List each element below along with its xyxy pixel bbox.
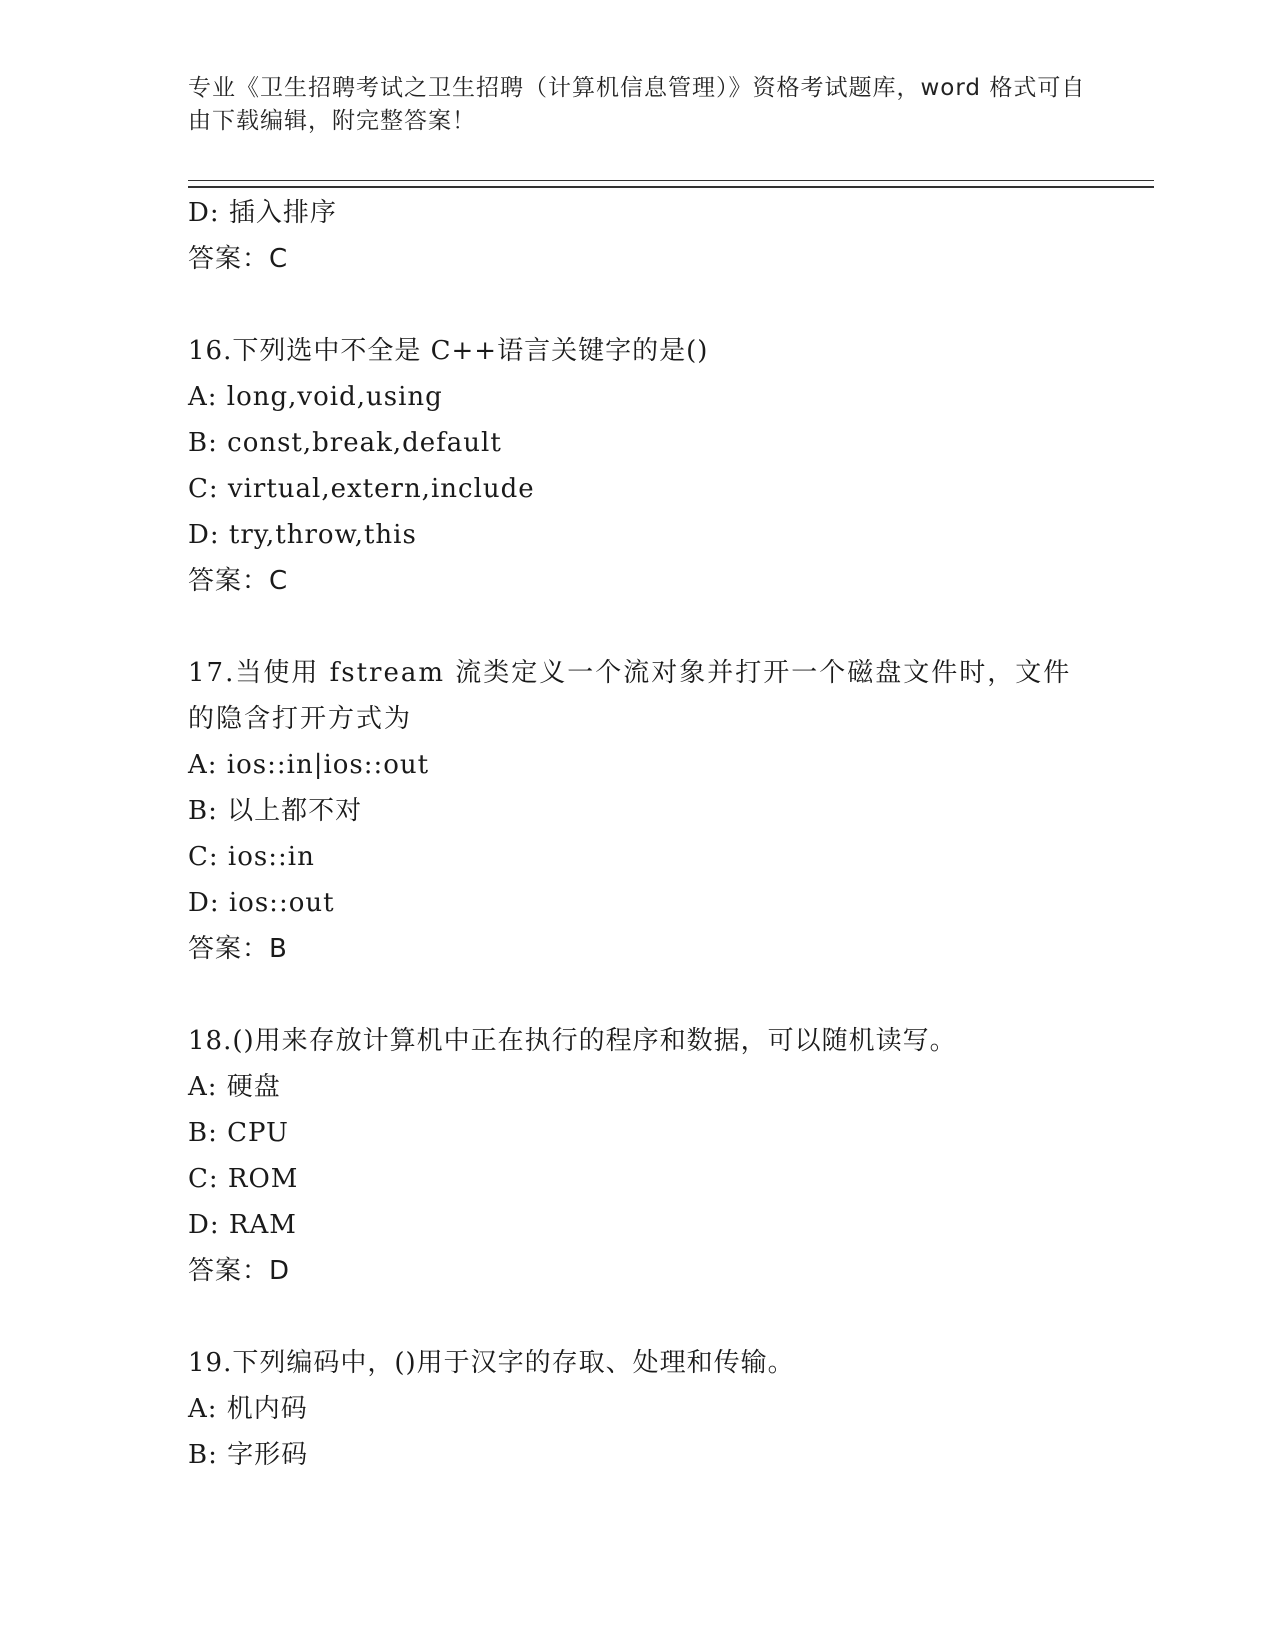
- spacer: [188, 1294, 1088, 1340]
- question-stem-line-1: 17.当使用 fstream 流类定义一个流对象并打开一个磁盘文件时，文件: [188, 658, 1072, 688]
- option-b: B: 以上都不对: [188, 796, 363, 826]
- document-body: [188, 190, 1088, 1478]
- option-d: D: ios::out: [188, 888, 335, 918]
- option-c: C: ios::in: [188, 842, 315, 872]
- option-a: A: ios::in|ios::out: [188, 750, 430, 780]
- option-d: D: try,throw,this: [188, 520, 417, 550]
- option-a: A: 硬盘: [188, 1072, 281, 1102]
- question-18: [188, 1018, 1088, 1294]
- question-stem-line-2: 的隐含打开方式为: [188, 704, 413, 734]
- answer: 答案：C: [188, 244, 289, 274]
- spacer: [188, 282, 1088, 328]
- option-b: B: 字形码: [188, 1440, 309, 1470]
- question-stem: 16.下列选中不全是 C++语言关键字的是(): [188, 336, 709, 366]
- question-17: [188, 650, 1088, 972]
- option-c: C: ROM: [188, 1164, 299, 1194]
- option-a: A: 机内码: [188, 1394, 308, 1424]
- option-d: D: 插入排序: [188, 198, 337, 228]
- spacer: [188, 972, 1088, 1018]
- document-header: 专业《卫生招聘考试之卫生招聘（计算机信息管理）》资格考试题库，word 格式可自由下载编辑，附完整答案！: [188, 75, 1086, 134]
- option-c: C: virtual,extern,include: [188, 474, 535, 504]
- answer: 答案：C: [188, 566, 289, 596]
- question-stem: 19.下列编码中，()用于汉字的存取、处理和传输。: [188, 1348, 795, 1378]
- question-16: [188, 328, 1088, 604]
- question-19: [188, 1340, 1088, 1478]
- question-stem: 18.()用来存放计算机中正在执行的程序和数据，可以随机读写。: [188, 1026, 957, 1056]
- answer: 答案：D: [188, 1256, 291, 1286]
- option-b: B: CPU: [188, 1118, 289, 1148]
- option-a: A: long,void,using: [188, 382, 443, 412]
- spacer: [188, 604, 1088, 650]
- answer: 答案：B: [188, 934, 288, 964]
- option-d: D: RAM: [188, 1210, 297, 1240]
- header-divider: [188, 180, 1154, 188]
- option-b: B: const,break,default: [188, 428, 502, 458]
